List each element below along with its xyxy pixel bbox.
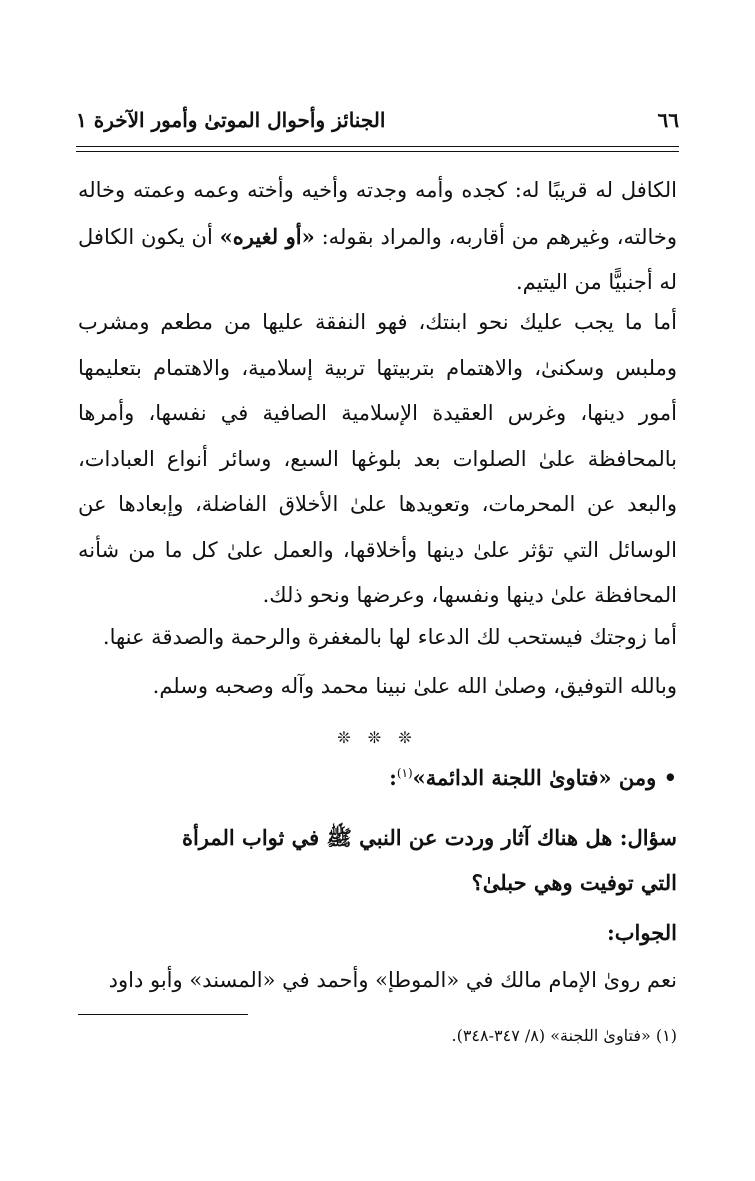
answer-text: نعم روىٰ الإمام مالك في «الموطإ» وأحمد في «المسند» وأبو داود (108, 968, 677, 992)
source-colon: : (389, 765, 397, 790)
footnote: (١) «فتاوىٰ اللجنة» (٨/ ٣٤٧-٣٤٨). (451, 1026, 677, 1045)
quoted-phrase: «أو لغيره» (219, 223, 315, 249)
source-title: ومن «فتاوىٰ اللجنة الدائمة» (412, 765, 657, 790)
footnote-rule (78, 1014, 248, 1015)
page-number: ٦٦ (657, 108, 679, 132)
page-header (76, 100, 679, 140)
paragraph-closing: وبالله التوفيق، وصلىٰ الله علىٰ نبينا محمد وآله وصحبه وسلم. (152, 674, 677, 698)
answer-label: الجواب: (607, 920, 677, 945)
header-rule-thin (76, 151, 679, 152)
footnote-ref: (١) (396, 766, 413, 780)
paragraph-guardian-end: أن يكون الكافل له أجنبيًّا من اليتيم. (78, 224, 677, 294)
source-heading (389, 765, 677, 790)
question-text: سؤال: هل هناك آثار وردت عن النبي ﷺ في ثواب المرأة التي توفيت وهي حبلىٰ؟ (181, 825, 677, 895)
paragraph-guardian (78, 168, 677, 306)
header-rule (76, 146, 679, 147)
bullet-icon: • (663, 765, 677, 790)
section-separator: ❊ ❊ ❊ (337, 728, 418, 747)
paragraph-guardian-start: الكافل له قريبًا له: كجده وأمه وجدته وأخيه وأخته وعمه وعمته وخاله وخالته، وغيرهم من أقاربه، والمراد بقوله: (78, 178, 677, 249)
paragraph-daughter: أما ما يجب عليك نحو ابنتك، فهو النفقة عليها من مطعم ومشرب وملبس وسكنىٰ، والاهتمام بتربيتها تربية إسلامية، والاهتمام بتعليمها أمور دينها، وغرس العقيدة الإسلامية الصافية في نفسها، وأمرها بالمحافظة علىٰ الصلوات بعد بلوغها السبع، وسائر أنواع العبادات، والبعد عن المحرمات، وتعويدها علىٰ الأخلاق الفاضلة، وإبعادها عن الوسائل التي تؤثر علىٰ دينها وأخلاقها، والعمل علىٰ كل ما من شأنه المحافظة علىٰ دينها ونفسها، وعرضها ونحو ذلك. (78, 310, 677, 607)
running-title: الجنائز وأحوال الموتىٰ وأمور الآخرة ١ (76, 108, 386, 132)
paragraph-wife: أما زوجتك فيستحب لك الدعاء لها بالمغفرة والرحمة والصدقة عنها. (102, 625, 677, 649)
